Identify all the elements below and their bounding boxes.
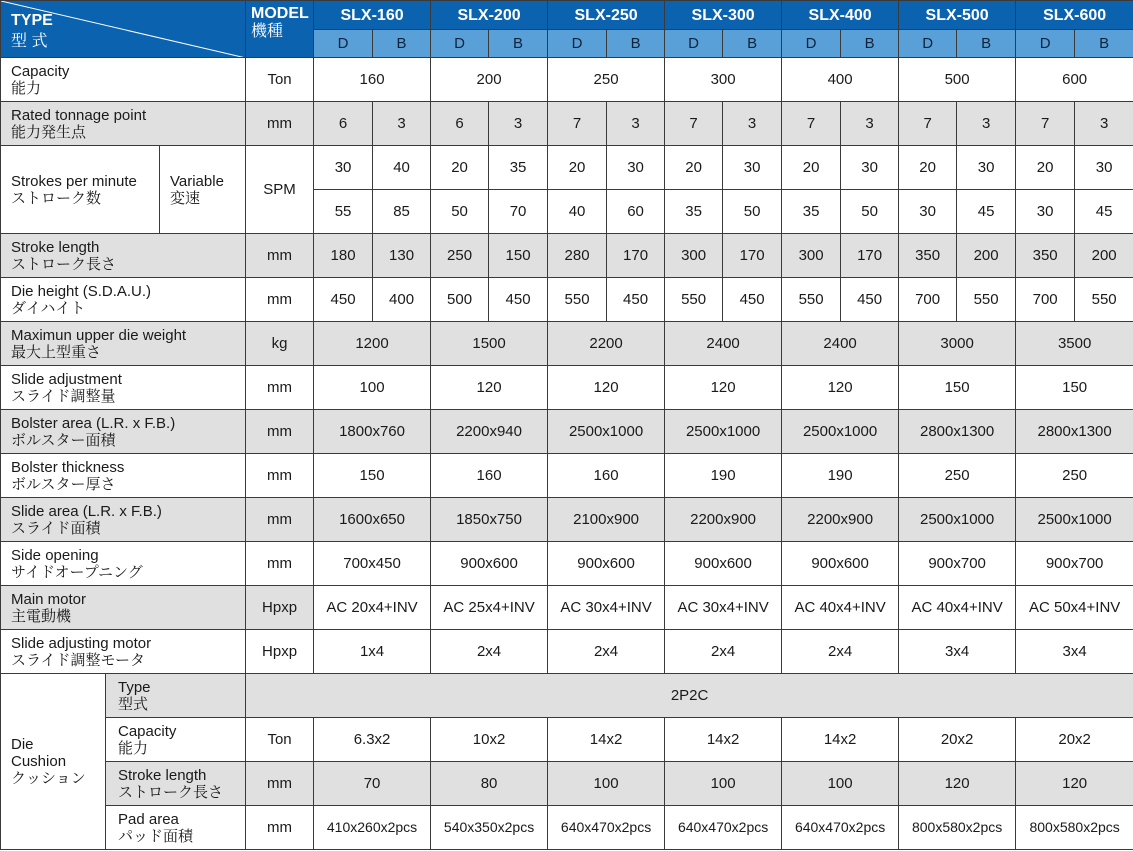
- value-cell: 60: [607, 190, 665, 234]
- unit-cell: mm: [246, 410, 314, 454]
- value-cell: 350: [899, 234, 957, 278]
- row-main-motor: [1, 586, 1133, 630]
- value-cell: 540x350x2pcs: [431, 806, 548, 850]
- value-cell: 7: [782, 102, 841, 146]
- unit-cell: mm: [246, 234, 314, 278]
- value-cell: 10x2: [431, 718, 548, 762]
- sub-d: D: [899, 30, 957, 58]
- value-cell: 2500x1000: [899, 498, 1016, 542]
- value-cell: 450: [314, 278, 373, 322]
- value-cell: 100: [314, 366, 431, 410]
- value-cell: 2800x1300: [899, 410, 1016, 454]
- value-cell: AC 40x4+INV: [899, 586, 1016, 630]
- value-cell: 120: [431, 366, 548, 410]
- value-cell: 35: [665, 190, 723, 234]
- value-cell: 30: [957, 146, 1016, 190]
- value-cell: 2100x900: [548, 498, 665, 542]
- value-cell: 250: [548, 58, 665, 102]
- value-cell: 70: [489, 190, 548, 234]
- row-label: Capacity 能力: [106, 718, 246, 762]
- value-cell: 20: [782, 146, 841, 190]
- sub-d: D: [314, 30, 373, 58]
- row-sublabel: Variable 変速: [160, 146, 246, 234]
- value-cell: 200: [957, 234, 1016, 278]
- value-cell: 410x260x2pcs: [314, 806, 431, 850]
- value-cell: 2x4: [782, 630, 899, 674]
- row-label: Bolster thickness ボルスター厚さ: [1, 454, 246, 498]
- value-cell: 20: [899, 146, 957, 190]
- row-label: Bolster area (L.R. x F.B.) ボルスター面積: [1, 410, 246, 454]
- value-cell: AC 40x4+INV: [782, 586, 899, 630]
- value-cell: 45: [1075, 190, 1133, 234]
- value-cell: 900x600: [782, 542, 899, 586]
- value-cell: 30: [899, 190, 957, 234]
- value-cell: 40: [548, 190, 607, 234]
- value-cell: 200: [1075, 234, 1133, 278]
- value-cell: 50: [723, 190, 782, 234]
- value-cell: 2x4: [665, 630, 782, 674]
- model-label-jp: 機種: [251, 23, 284, 40]
- value-cell: 120: [899, 762, 1016, 806]
- value-cell: 400: [782, 58, 899, 102]
- type-label-jp: 型 式: [11, 33, 48, 50]
- value-cell: 450: [723, 278, 782, 322]
- value-cell: 7: [665, 102, 723, 146]
- value-cell: 200: [431, 58, 548, 102]
- model-slx200: SLX-200: [431, 1, 548, 30]
- value-cell: 20: [1016, 146, 1075, 190]
- row-bolster-area: [1, 410, 1133, 454]
- value-cell: 35: [782, 190, 841, 234]
- value-cell: 120: [665, 366, 782, 410]
- value-cell: 500: [899, 58, 1016, 102]
- value-cell: 20x2: [1016, 718, 1133, 762]
- value-cell: 3: [607, 102, 665, 146]
- row-label: Rated tonnage point 能力発生点: [1, 102, 246, 146]
- value-cell: 550: [665, 278, 723, 322]
- value-cell: 70: [314, 762, 431, 806]
- value-cell: 14x2: [548, 718, 665, 762]
- value-cell: 150: [899, 366, 1016, 410]
- value-cell: 900x600: [665, 542, 782, 586]
- model-slx500: SLX-500: [899, 1, 1016, 30]
- value-cell: 2400: [665, 322, 782, 366]
- value-cell: 160: [548, 454, 665, 498]
- value-cell: 3x4: [899, 630, 1016, 674]
- value-cell: 450: [841, 278, 899, 322]
- row-upper-die-weight: [1, 322, 1133, 366]
- value-cell: 30: [841, 146, 899, 190]
- unit-cell: mm: [246, 542, 314, 586]
- value-cell: 900x600: [431, 542, 548, 586]
- row-cushion-capacity: [1, 718, 1133, 762]
- die-cushion-label: Die Cushion クッション: [1, 674, 106, 850]
- row-stroke-length: [1, 234, 1133, 278]
- model-slx600: SLX-600: [1016, 1, 1133, 30]
- row-die-height: [1, 278, 1133, 322]
- sub-b: B: [1075, 30, 1133, 58]
- value-cell: 2200x900: [665, 498, 782, 542]
- sub-b: B: [373, 30, 431, 58]
- value-cell: 600: [1016, 58, 1133, 102]
- value-cell: 14x2: [782, 718, 899, 762]
- value-cell: 2200: [548, 322, 665, 366]
- unit-cell: mm: [246, 498, 314, 542]
- value-cell: 900x600: [548, 542, 665, 586]
- sub-d: D: [1016, 30, 1075, 58]
- value-cell: 30: [314, 146, 373, 190]
- value-cell: 50: [841, 190, 899, 234]
- row-label: Maximun upper die weight 最大上型重さ: [1, 322, 246, 366]
- sub-b: B: [607, 30, 665, 58]
- model-slx160: SLX-160: [314, 1, 431, 30]
- value-cell: 640x470x2pcs: [665, 806, 782, 850]
- model-header-cell: [246, 1, 314, 58]
- row-slide-adjustment: [1, 366, 1133, 410]
- value-cell: 500: [431, 278, 489, 322]
- value-cell: 640x470x2pcs: [548, 806, 665, 850]
- value-cell: 120: [1016, 762, 1133, 806]
- value-cell: 45: [957, 190, 1016, 234]
- row-label: Type 型式: [106, 674, 246, 718]
- value-cell: 170: [607, 234, 665, 278]
- value-cell: 35: [489, 146, 548, 190]
- row-label: Capacity 能力: [1, 58, 246, 102]
- value-cell: 20: [431, 146, 489, 190]
- value-cell: 1850x750: [431, 498, 548, 542]
- value-cell: 800x580x2pcs: [899, 806, 1016, 850]
- sub-d: D: [431, 30, 489, 58]
- value-cell: 180: [314, 234, 373, 278]
- type-label-en: TYPE: [11, 12, 53, 29]
- value-cell: 150: [314, 454, 431, 498]
- value-cell: 3x4: [1016, 630, 1133, 674]
- value-cell: 40: [373, 146, 431, 190]
- value-cell: 20: [548, 146, 607, 190]
- value-cell: 20x2: [899, 718, 1016, 762]
- row-cushion-pad-area: [1, 806, 1133, 850]
- value-cell: 300: [665, 58, 782, 102]
- value-cell: 55: [314, 190, 373, 234]
- value-cell: 160: [431, 454, 548, 498]
- value-cell: 14x2: [665, 718, 782, 762]
- value-cell: 3: [1075, 102, 1133, 146]
- value-cell: 1200: [314, 322, 431, 366]
- value-cell: 700: [1016, 278, 1075, 322]
- value-cell: 30: [1016, 190, 1075, 234]
- value-cell: 1500: [431, 322, 548, 366]
- value-cell: 250: [1016, 454, 1133, 498]
- value-cell: 250: [899, 454, 1016, 498]
- value-cell: 100: [782, 762, 899, 806]
- value-cell: 2400: [782, 322, 899, 366]
- value-cell: 160: [314, 58, 431, 102]
- model-slx400: SLX-400: [782, 1, 899, 30]
- row-spm-top: [1, 146, 1133, 190]
- value-cell: 2500x1000: [665, 410, 782, 454]
- sub-d: D: [548, 30, 607, 58]
- value-cell: 130: [373, 234, 431, 278]
- value-cell: 6: [431, 102, 489, 146]
- value-cell: 280: [548, 234, 607, 278]
- value-cell: 450: [489, 278, 548, 322]
- unit-cell: kg: [246, 322, 314, 366]
- value-cell: 50: [431, 190, 489, 234]
- value-cell: 3: [373, 102, 431, 146]
- row-label: Slide area (L.R. x F.B.) スライド面積: [1, 498, 246, 542]
- value-cell: 150: [1016, 366, 1133, 410]
- row-label: Side opening サイドオープニング: [1, 542, 246, 586]
- value-cell: 700: [899, 278, 957, 322]
- type-header-cell: [1, 1, 246, 58]
- value-cell: AC 25x4+INV: [431, 586, 548, 630]
- row-label: Slide adjustment スライド調整量: [1, 366, 246, 410]
- row-label: Stroke length ストローク長さ: [1, 234, 246, 278]
- row-cushion-stroke: [1, 762, 1133, 806]
- value-cell: 350: [1016, 234, 1075, 278]
- unit-cell: mm: [246, 806, 314, 850]
- value-cell: 1600x650: [314, 498, 431, 542]
- value-cell: 450: [607, 278, 665, 322]
- sub-d: D: [782, 30, 841, 58]
- unit-cell: mm: [246, 454, 314, 498]
- value-cell: 550: [1075, 278, 1133, 322]
- sub-d: D: [665, 30, 723, 58]
- value-cell: AC 20x4+INV: [314, 586, 431, 630]
- value-cell: 250: [431, 234, 489, 278]
- unit-cell: Hpxp: [246, 630, 314, 674]
- value-cell: 120: [782, 366, 899, 410]
- row-label: Stroke length ストローク長さ: [106, 762, 246, 806]
- value-cell: 30: [723, 146, 782, 190]
- value-cell: 550: [782, 278, 841, 322]
- value-cell: 1x4: [314, 630, 431, 674]
- value-cell: 150: [489, 234, 548, 278]
- value-cell: 6: [314, 102, 373, 146]
- sub-b: B: [489, 30, 548, 58]
- value-cell: AC 30x4+INV: [548, 586, 665, 630]
- value-cell: 2500x1000: [548, 410, 665, 454]
- model-slx300: SLX-300: [665, 1, 782, 30]
- value-cell: 3500: [1016, 322, 1133, 366]
- unit-cell: mm: [246, 366, 314, 410]
- value-cell: 1800x760: [314, 410, 431, 454]
- row-capacity: [1, 58, 1133, 102]
- value-cell: 2200x900: [782, 498, 899, 542]
- value-cell: 400: [373, 278, 431, 322]
- row-label: Slide adjusting motor スライド調整モータ: [1, 630, 246, 674]
- value-cell: 2200x940: [431, 410, 548, 454]
- row-rated-tonnage: [1, 102, 1133, 146]
- model-slx250: SLX-250: [548, 1, 665, 30]
- value-cell: 640x470x2pcs: [782, 806, 899, 850]
- sub-b: B: [957, 30, 1016, 58]
- value-cell: 190: [665, 454, 782, 498]
- value-cell: 7: [1016, 102, 1075, 146]
- sub-b: B: [841, 30, 899, 58]
- value-cell: 170: [723, 234, 782, 278]
- value-cell: 2x4: [431, 630, 548, 674]
- value-cell: AC 50x4+INV: [1016, 586, 1133, 630]
- value-cell: 100: [548, 762, 665, 806]
- value-cell: 30: [1075, 146, 1133, 190]
- value-cell: 300: [782, 234, 841, 278]
- value-cell: 7: [899, 102, 957, 146]
- row-label: Die height (S.D.A.U.) ダイハイト: [1, 278, 246, 322]
- value-cell: 30: [607, 146, 665, 190]
- row-slide-area: [1, 498, 1133, 542]
- row-slide-adjusting-motor: [1, 630, 1133, 674]
- value-cell: 3000: [899, 322, 1016, 366]
- value-cell: 85: [373, 190, 431, 234]
- value-cell: 2800x1300: [1016, 410, 1133, 454]
- unit-cell: mm: [246, 102, 314, 146]
- value-cell: 80: [431, 762, 548, 806]
- value-cell: 800x580x2pcs: [1016, 806, 1133, 850]
- row-cushion-type: [1, 674, 1133, 718]
- value-cell: 3: [957, 102, 1016, 146]
- value-cell: 2500x1000: [1016, 498, 1133, 542]
- value-cell: AC 30x4+INV: [665, 586, 782, 630]
- row-bolster-thickness: [1, 454, 1133, 498]
- value-cell: 190: [782, 454, 899, 498]
- value-cell: 550: [548, 278, 607, 322]
- value-cell: 2500x1000: [782, 410, 899, 454]
- value-cell: 900x700: [899, 542, 1016, 586]
- unit-cell: SPM: [246, 146, 314, 234]
- value-cell: 7: [548, 102, 607, 146]
- value-cell: 700x450: [314, 542, 431, 586]
- value-cell: 20: [665, 146, 723, 190]
- value-cell: 170: [841, 234, 899, 278]
- row-label: Main motor 主電動機: [1, 586, 246, 630]
- model-label-en: MODEL: [251, 5, 309, 22]
- unit-cell: Ton: [246, 58, 314, 102]
- value-cell: 550: [957, 278, 1016, 322]
- cushion-type-value: 2P2C: [246, 674, 1133, 718]
- value-cell: 120: [548, 366, 665, 410]
- unit-cell: Hpxp: [246, 586, 314, 630]
- value-cell: 3: [489, 102, 548, 146]
- unit-cell: mm: [246, 278, 314, 322]
- value-cell: 3: [723, 102, 782, 146]
- value-cell: 900x700: [1016, 542, 1133, 586]
- value-cell: 6.3x2: [314, 718, 431, 762]
- sub-b: B: [723, 30, 782, 58]
- value-cell: 300: [665, 234, 723, 278]
- unit-cell: Ton: [246, 718, 314, 762]
- value-cell: 2x4: [548, 630, 665, 674]
- unit-cell: mm: [246, 762, 314, 806]
- row-label: Pad area パッド面積: [106, 806, 246, 850]
- value-cell: 100: [665, 762, 782, 806]
- value-cell: 3: [841, 102, 899, 146]
- row-label: Strokes per minute ストローク数: [1, 146, 160, 234]
- row-side-opening: [1, 542, 1133, 586]
